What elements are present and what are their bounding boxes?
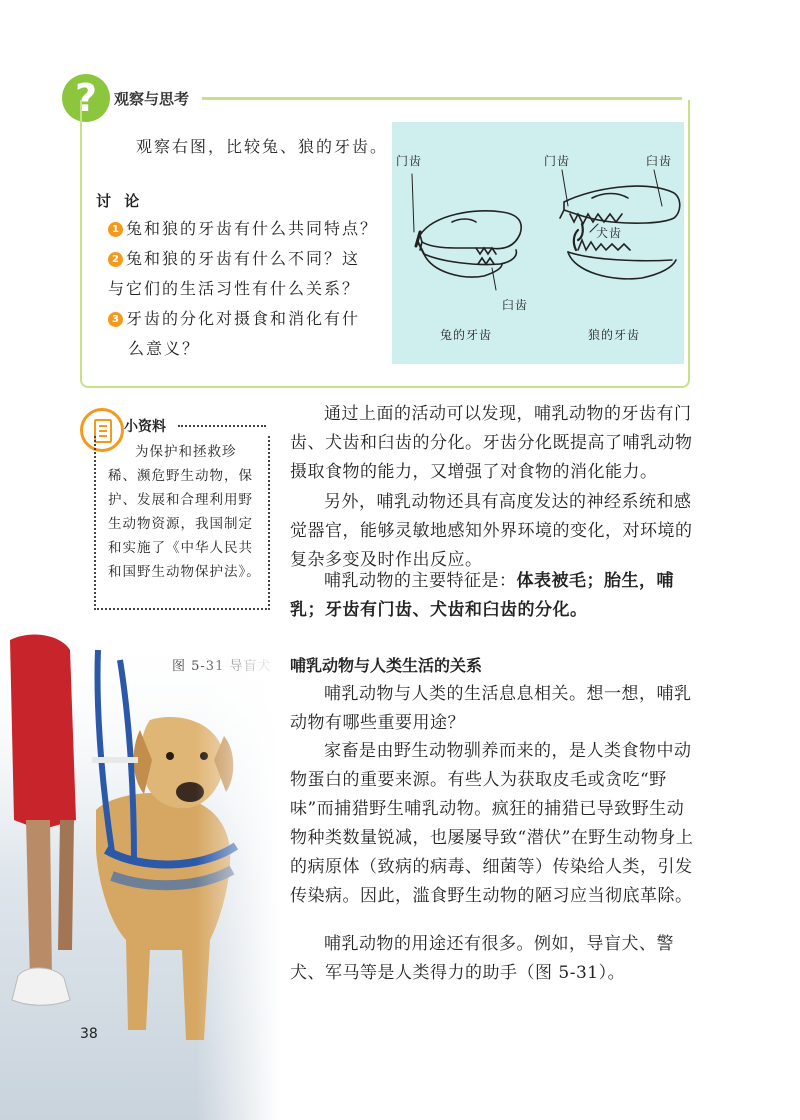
question-1 xyxy=(108,214,378,244)
caption-wolf-teeth: 狼的牙齿 xyxy=(588,328,641,342)
info-dotted-line xyxy=(178,425,266,427)
info-title: 小资料 xyxy=(124,419,166,435)
number-badge: 2 xyxy=(108,252,123,267)
guide-dog-photo xyxy=(0,620,280,1120)
paragraph-livestock: 家畜是由野生动物驯养而来的，是人类食物中动物蛋白的重要来源。有些人为获取皮毛或贪吃“野味”而捕猎野生哺乳动物。疯狂的捕猎已导致野生动物种类数量锐减，也屡屡导致“潜伏”在野生动物身上的病原体（致病的病毒、细菌等）传染给人类，引发传染病。因此，滥食野生动物的陋习应当彻底革除。 xyxy=(290,741,694,906)
question-text-cont: 么意义？ xyxy=(128,339,201,358)
discussion-title: 讨 论 xyxy=(96,192,144,210)
label-rabbit-incisor: 门齿 xyxy=(396,154,423,168)
question-text: 牙齿的分化对摄食和消化有什 xyxy=(126,309,361,328)
paragraph-teeth-differentiation: 通过上面的活动可以发现，哺乳动物的牙齿有门齿、犬齿和臼齿的分化。牙齿分化既提高了哺乳动物摄取食物的能力，又增强了对食物的消化能力。 xyxy=(290,404,693,482)
question-text-cont: 与它们的生活习性有什么关系？ xyxy=(108,279,361,298)
info-text: 为保护和拯救珍稀、濒危野生动物，保护、发展和合理利用野生动物资源，我国制定和实施了《中华人民共和国野生动物保护法》。 xyxy=(108,444,261,580)
skull-illustration xyxy=(392,122,684,364)
features-bold: 体表被毛；胎生，哺乳；牙齿有门齿、犬齿和臼齿的分化。 xyxy=(290,571,674,620)
label-wolf-incisor: 门齿 xyxy=(544,154,571,168)
section-title-observe: 观察与思考 xyxy=(114,90,190,108)
section-heading: 哺乳动物与人类生活的关系 xyxy=(290,656,483,675)
paragraph-main-features xyxy=(290,567,698,625)
paragraph-uses: 哺乳动物的用途还有很多。例如，导盲犬、警犬、军马等是人类得力的助手（图 5-31）。 xyxy=(290,934,674,983)
number-badge: 3 xyxy=(108,312,123,327)
paragraph-nervous-system: 另外，哺乳动物还具有高度发达的神经系统和感觉器官，能够灵敏地感知外界环境的变化，对环境的复杂多变及时作出反应。 xyxy=(290,492,693,570)
teeth-figure xyxy=(392,122,684,364)
label-wolf-canine: 犬齿 xyxy=(596,226,623,240)
page-number: 38 xyxy=(80,1026,98,1042)
question-2 xyxy=(108,244,378,304)
observation-intro: 观察右图，比较兔、狼的牙齿。 xyxy=(136,137,389,156)
features-lead: 哺乳动物的主要特征是： xyxy=(324,571,517,591)
label-rabbit-molar: 臼齿 xyxy=(502,298,529,312)
number-badge: 1 xyxy=(108,222,123,237)
paragraph-relation: 哺乳动物与人类的生活息息相关。想一想，哺乳动物有哪些重要用途？ xyxy=(290,684,692,733)
question-icon: ? xyxy=(62,74,110,122)
question-text: 兔和狼的牙齿有什么不同？这 xyxy=(126,249,361,268)
label-wolf-molar: 臼齿 xyxy=(646,154,673,168)
caption-rabbit-teeth: 兔的牙齿 xyxy=(440,328,493,342)
question-text: 兔和狼的牙齿有什么共同特点？ xyxy=(126,219,379,238)
question-3 xyxy=(108,304,378,364)
